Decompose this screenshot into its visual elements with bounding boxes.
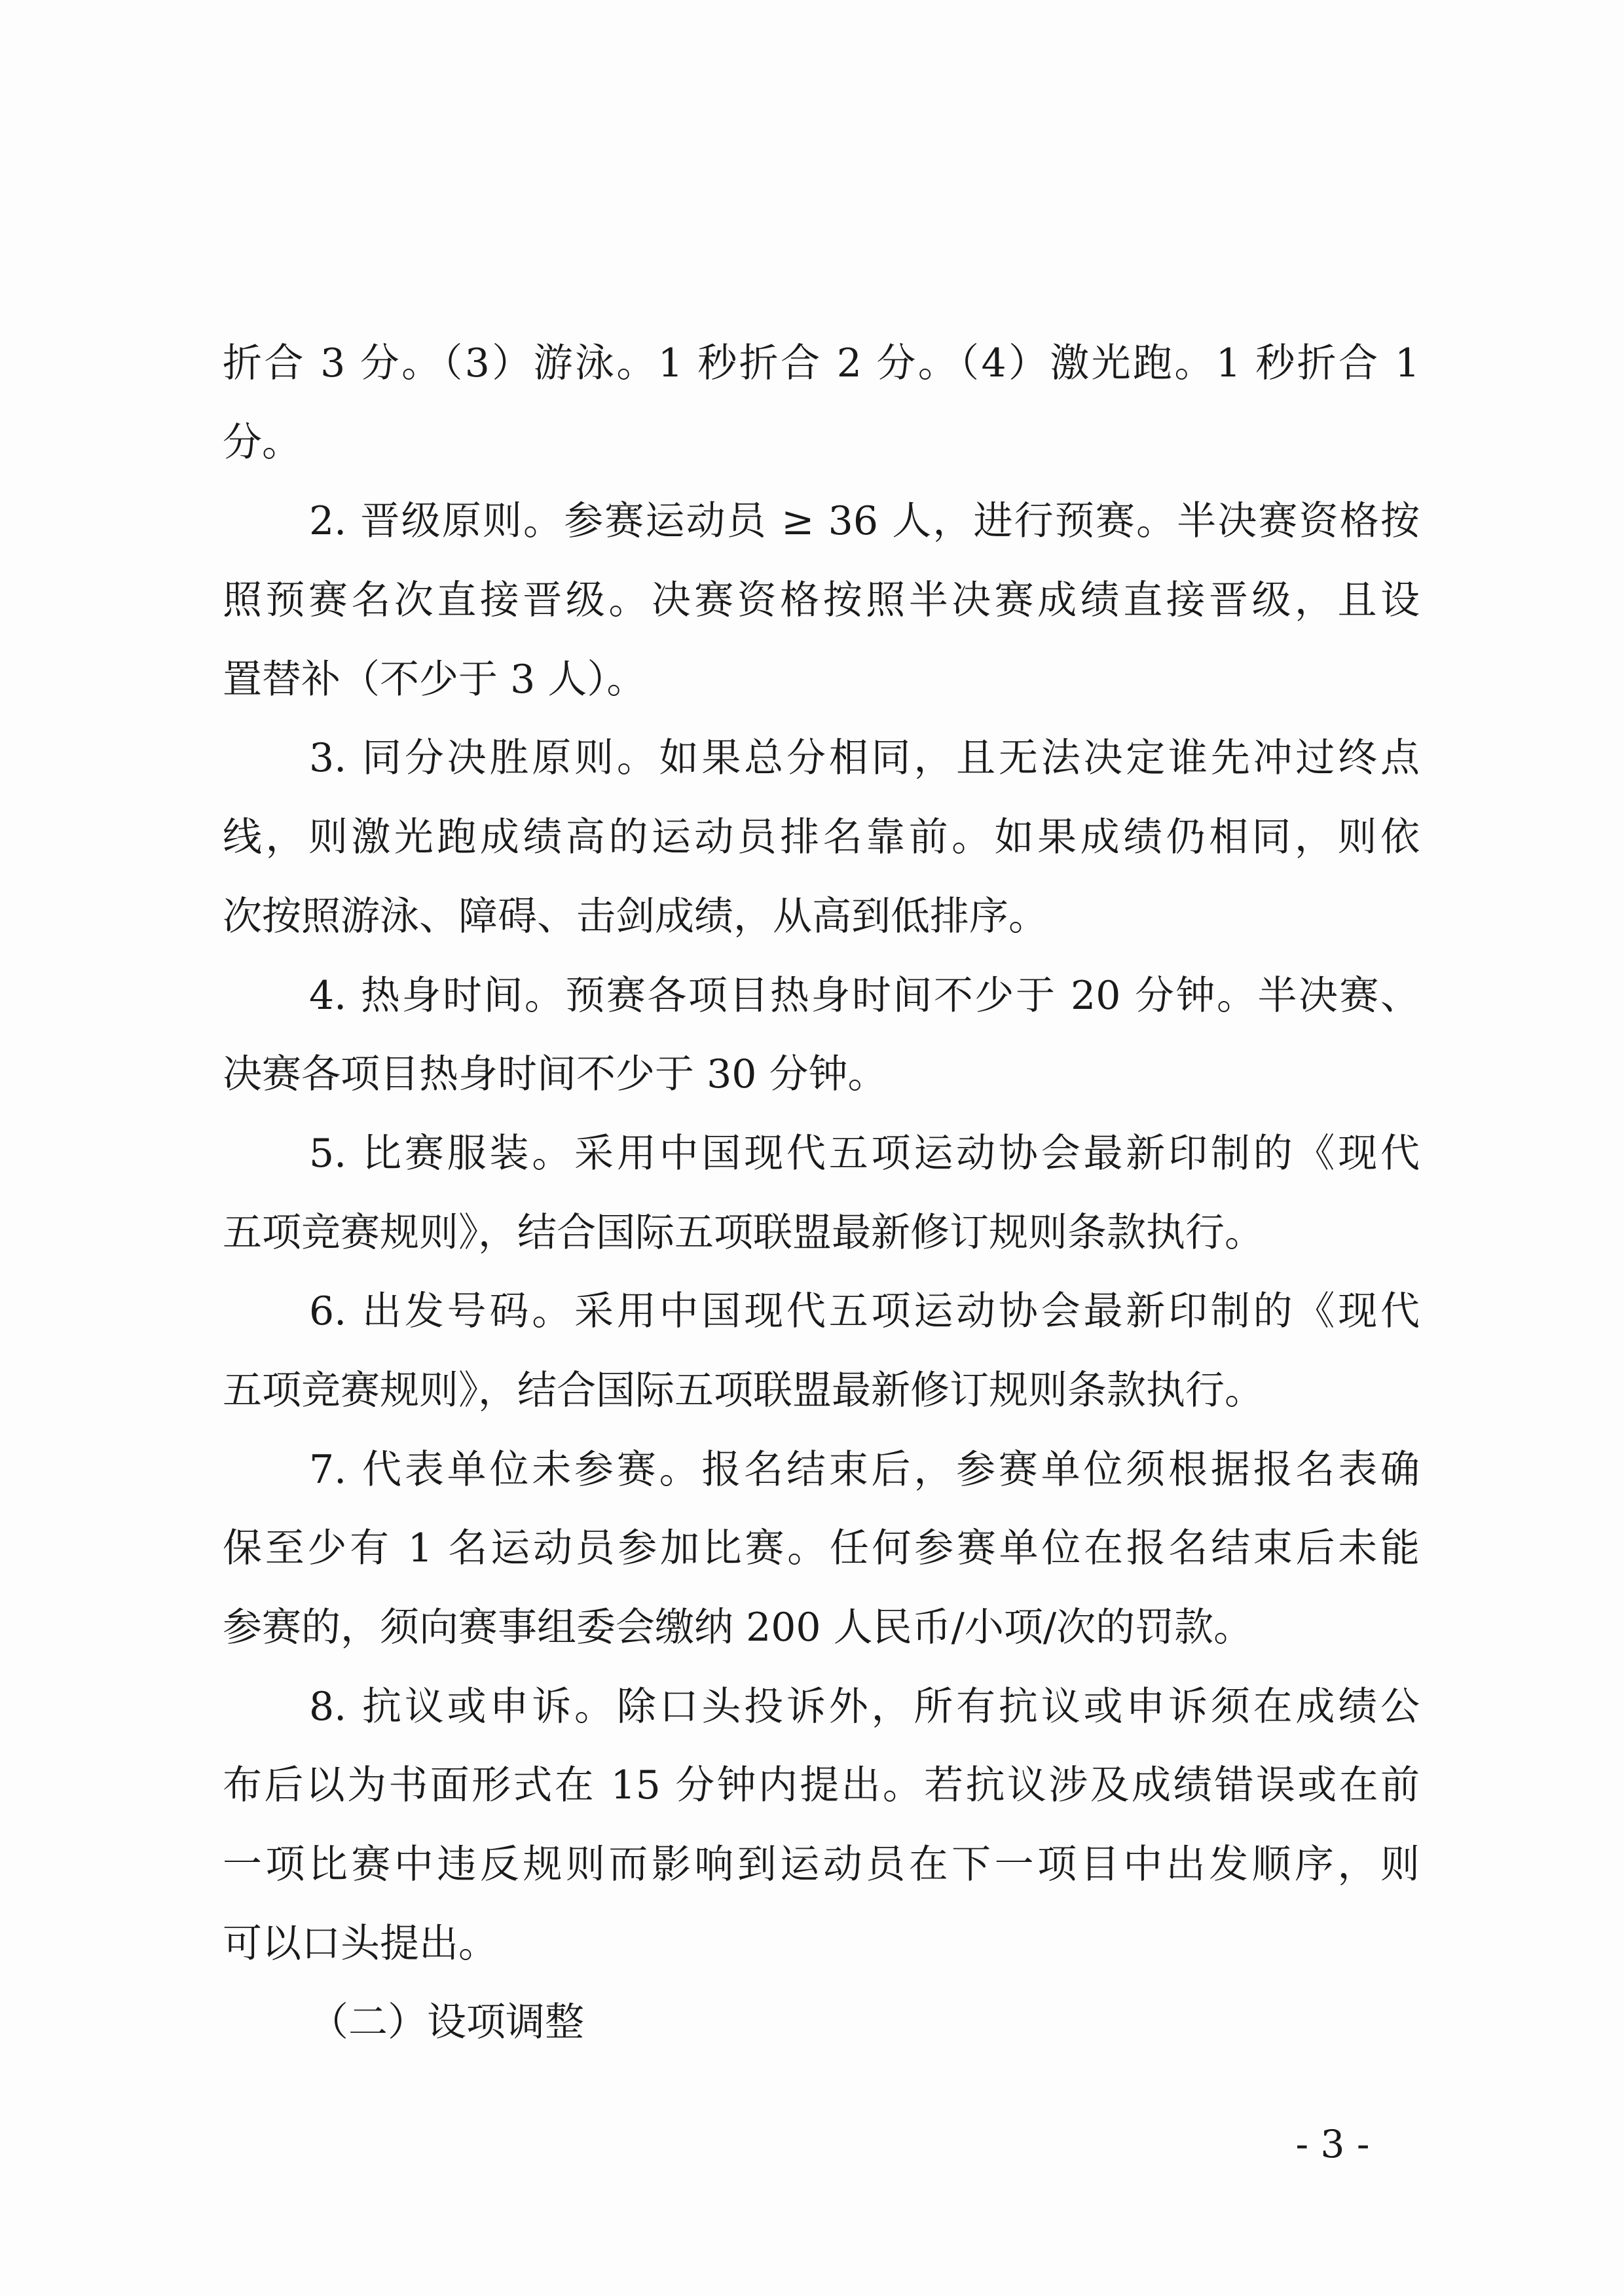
text-line: 4. 热身时间。预赛各项目热身时间不少于 20 分钟。半决赛、 — [309, 972, 1420, 1019]
text-line: 参赛的，须向赛事组委会缴纳 200 人民币/小项/次的罚款。 — [223, 1605, 1253, 1650]
text-line: 8. 抗议或申诉。除口头投诉外，所有抗议或申诉须在成绩公 — [309, 1683, 1420, 1730]
text-line: 7. 代表单位未参赛。报名结束后，参赛单位须根据报名表确 — [309, 1446, 1420, 1493]
text-line: 决赛各项目热身时间不少于 30 分钟。 — [223, 1051, 887, 1098]
text-line: 可以口头提出。 — [223, 1920, 498, 1967]
text-line: 保至少有 1 名运动员参加比赛。任何参赛单位在报名结束后未能 — [223, 1525, 1420, 1572]
text-line: 五项竞赛规则》，结合国际五项联盟最新修订规则条款执行。 — [223, 1209, 1264, 1256]
text-line: 分。 — [223, 419, 301, 465]
text-line: 五项竞赛规则》，结合国际五项联盟最新修订规则条款执行。 — [223, 1367, 1264, 1413]
text-line: 一项比赛中违反规则而影响到运动员在下一项目中出发顺序，则 — [223, 1842, 1420, 1888]
text-line: 折合 3 分。（3）游泳。1 秒折合 2 分。（4）激光跑。1 秒折合 1 — [223, 340, 1420, 386]
text-line: 置替补（不少于 3 人）。 — [223, 656, 646, 702]
body-text — [223, 324, 1420, 2062]
text-line: 2. 晋级原则。参赛运动员 ≥ 36 人，进行预赛。半决赛资格按 — [309, 498, 1420, 545]
page-number: - 3 - — [1295, 2122, 1370, 2166]
text-line: 6. 出发号码。采用中国现代五项运动协会最新印制的《现代 — [309, 1288, 1420, 1335]
section-heading: （二）设项调整 — [309, 1999, 584, 2046]
text-line: 照预赛名次直接晋级。决赛资格按照半决赛成绩直接晋级，且设 — [223, 577, 1420, 624]
text-line: 布后以为书面形式在 15 分钟内提出。若抗议涉及成绩错误或在前 — [223, 1762, 1420, 1809]
text-line: 5. 比赛服装。采用中国现代五项运动协会最新印制的《现代 — [309, 1130, 1420, 1176]
text-line: 3. 同分决胜原则。如果总分相同，且无法决定谁先冲过终点 — [309, 735, 1420, 782]
text-line: 次按照游泳、障碍、击剑成绩，从高到低排序。 — [223, 893, 1048, 939]
text-line: 线，则激光跑成绩高的运动员排名靠前。如果成绩仍相同，则依 — [223, 814, 1420, 861]
